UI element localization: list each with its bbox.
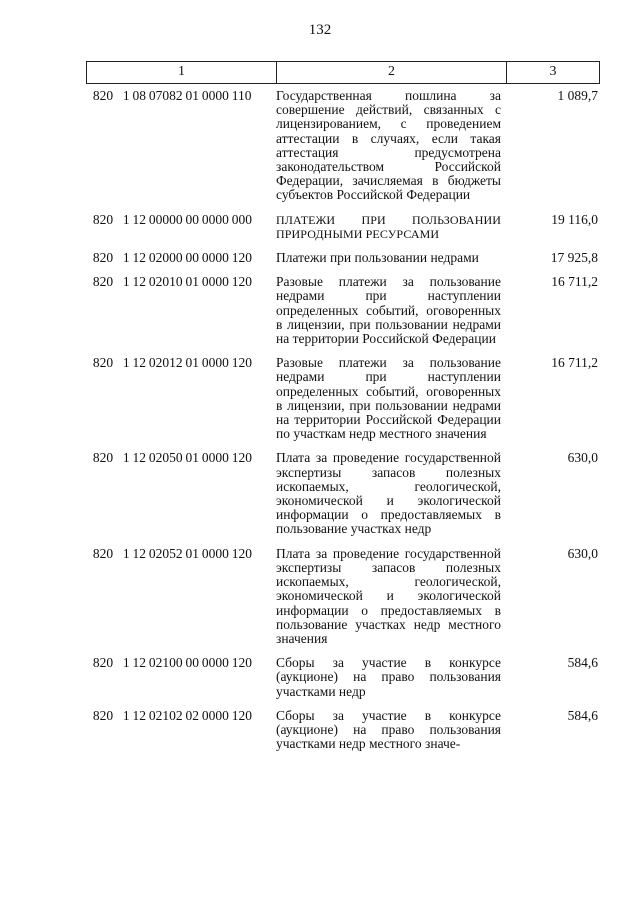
- row-description: ПЛАТЕЖИ ПРИ ПОЛЬЗОВАНИИ ПРИРОДНЫМИ РЕСУРСАМИ: [276, 212, 501, 241]
- classification-code: 1 12 02010 01 0000 120: [122, 274, 252, 290]
- row-description: Государственная пошлина за совершение действий, связанных с лицензированием, с проведением аттестации в случаях, если такая аттестация предусмотрена законодательством Российской Федерации, зачисляемая в бюджеты субъектов Российской Федерации: [276, 88, 501, 203]
- admin-code: 820: [92, 655, 114, 671]
- classification-code: 1 12 02100 00 0000 120: [122, 655, 252, 671]
- table-row: [86, 275, 600, 346]
- row-amount: 19 116,0: [551, 211, 598, 227]
- row-amount: 584,6: [567, 655, 598, 671]
- header-col-2: 2: [277, 62, 507, 83]
- row-amount: 16 711,2: [551, 355, 598, 371]
- admin-code: 820: [92, 88, 114, 103]
- budget-code: [86, 89, 276, 203]
- classification-code: 1 08 07082 01 0000 110: [122, 88, 252, 103]
- budget-code: [86, 709, 276, 752]
- row-description: Разовые платежи за пользование недрами при наступлении определенных событий, оговоренных в лицензии, при пользовании недрами на территории Российской Федерации по участкам недр местного значения: [276, 355, 501, 442]
- classification-code: 1 12 00000 00 0000 000: [122, 211, 252, 227]
- page-number: 132: [308, 22, 332, 38]
- admin-code: 820: [92, 211, 114, 227]
- header-col-1: 1: [87, 62, 277, 83]
- row-amount: 630,0: [567, 450, 598, 466]
- budget-code: [86, 451, 276, 536]
- admin-code: 820: [92, 450, 114, 466]
- classification-code: 1 12 02012 01 0000 120: [122, 355, 252, 371]
- budget-code: [86, 547, 276, 646]
- admin-code: 820: [92, 707, 114, 723]
- row-description: Плата за проведение государственной экспертизы запасов полезных ископаемых, геологической, экономической и экологической информации о предоставляемых в пользование участках недр: [276, 450, 501, 537]
- admin-code: 820: [92, 545, 114, 561]
- table-row: [86, 356, 600, 441]
- table-header: [86, 61, 600, 84]
- row-description: Сборы за участие в конкурсе (аукционе) на право пользования участками недр: [276, 655, 501, 699]
- row-amount: 1 089,7: [557, 88, 598, 103]
- header-col-3: 3: [549, 64, 557, 80]
- table-row: [86, 213, 600, 241]
- table-row: [86, 451, 600, 536]
- table-body: [86, 89, 600, 761]
- admin-code: 820: [92, 274, 114, 290]
- row-description: Сборы за участие в конкурсе (аукционе) на право пользования участками недр местного значе-: [276, 707, 501, 752]
- table-row: [86, 547, 600, 646]
- table-row: [86, 656, 600, 699]
- budget-code: [86, 356, 276, 441]
- row-amount: 17 925,8: [550, 250, 598, 266]
- budget-code: [86, 275, 276, 346]
- classification-code: 1 12 02052 01 0000 120: [122, 545, 252, 561]
- table-row: [86, 89, 600, 203]
- budget-code: [86, 656, 276, 699]
- row-description: Платежи при пользовании недрами: [276, 250, 479, 266]
- row-description: Разовые платежи за пользование недрами при наступлении определенных событий, оговоренных в лицензии, при пользовании недрами на территории Российской Федерации: [276, 274, 501, 347]
- admin-code: 820: [92, 250, 114, 266]
- classification-code: 1 12 02000 00 0000 120: [122, 250, 252, 266]
- budget-code: [86, 213, 276, 241]
- table-row: [86, 251, 600, 265]
- row-amount: 16 711,2: [551, 274, 598, 290]
- classification-code: 1 12 02102 02 0000 120: [122, 707, 252, 723]
- row-amount: 584,6: [567, 707, 598, 723]
- classification-code: 1 12 02050 01 0000 120: [122, 450, 252, 466]
- table-row: [86, 709, 600, 752]
- row-amount: 630,0: [567, 545, 598, 561]
- budget-code: [86, 251, 276, 265]
- row-description: Плата за проведение государственной экспертизы запасов полезных ископаемых, геологической, экономической и экологической информации о предоставляемых в пользование участках недр местного значения: [276, 545, 501, 646]
- admin-code: 820: [92, 355, 114, 371]
